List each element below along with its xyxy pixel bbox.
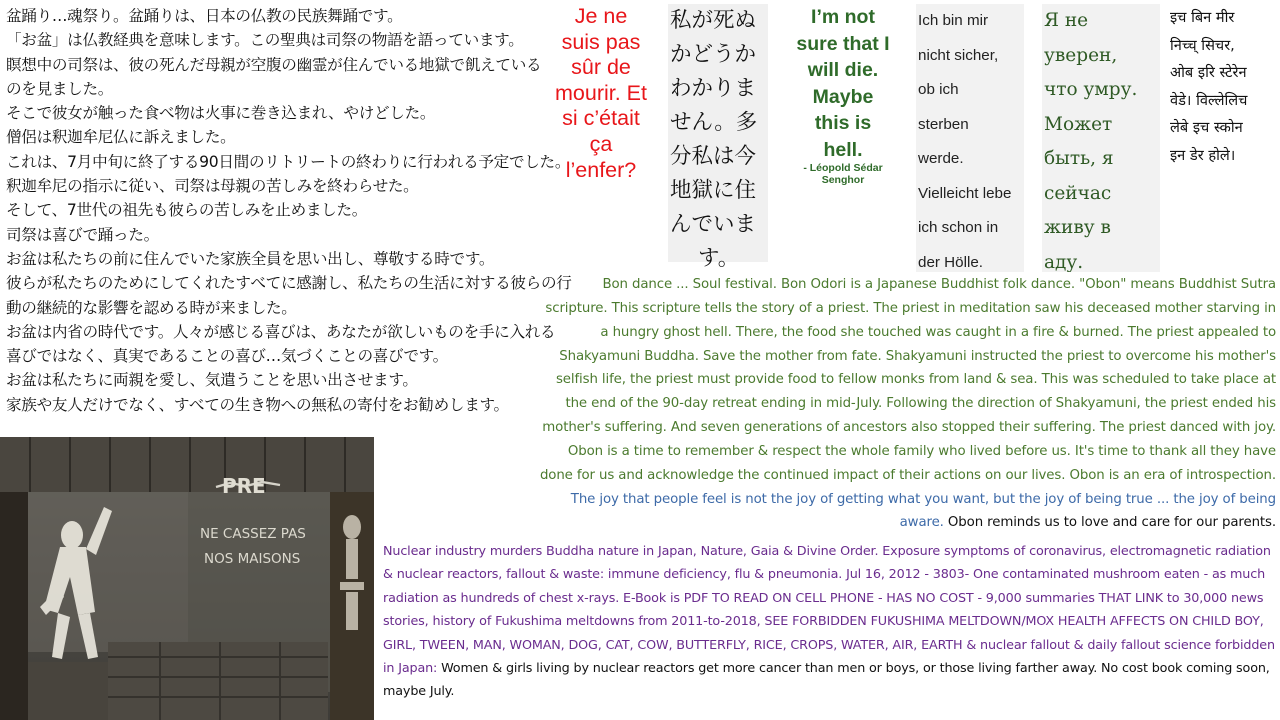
nuclear-purple-text: Nuclear industry murders Buddha nature in Japan, Nature, Gaia & Divine Order. Exposure symptoms of coronavirus, electromagnetic radiation & nuclear reactors, fallout & waste: immune deficiency, flu & pneumonia. Jul 16, 2012 - 3803- One contaminated mushroom eaten - as much radiation as hundreds of chest x-rays. E-Book is PDF TO READ ON CELL PHONE - HAS NO COST - 9,000 summaries THAT LINK to 30,000 news stories, history of Fukushima meltdowns from 2011-to-2018, SEE FORBIDDEN FUKUSHIMA MELTDOWN/MOX HEALTH AFFECTS ON CHILD BOY, GIRL, TWEEN, MAN, WOMAN, DOG, CAT, COW, BUTTERFLY, RICE, CROPS, WATER, AIR, EARTH & nuclear fallout & daily fallout science forbidden in Japan: — [383, 544, 1275, 677]
de-line: Ich bin mir — [918, 12, 989, 29]
de-line: ich schon in — [918, 219, 999, 236]
hi-line: ओब इरि स्टेरेन — [1170, 64, 1247, 81]
jp-line: 動の継続的な影響を認める時が来ました。 — [6, 298, 297, 317]
obon-black-text: Obon reminds us to love and care for our parents. — [947, 515, 1276, 531]
jpq-line: かどうか — [670, 42, 757, 67]
jp-line: 僧侶は釈迦牟尼仏に訴えました。 — [6, 128, 236, 147]
de-line: der Hölle. — [918, 253, 983, 271]
jp-line: お盆は私たちに両親を愛し、気遣うことを思い出させます。 — [6, 371, 418, 390]
jpq-line: す。 — [698, 246, 740, 271]
russian-quote — [1042, 4, 1160, 272]
jp-line: 家族や友人だけでなく、すべての生き物への無私の寄付をお勧めします。 — [6, 395, 509, 414]
ru-line: сейчас — [1044, 182, 1112, 204]
ru-line: уверен, — [1044, 44, 1118, 66]
de-line: ob ich — [918, 81, 959, 98]
japanese-obon-text — [6, 4, 572, 417]
graffiti-tag: PRE — [222, 474, 266, 498]
fr-line: si c’était — [562, 106, 640, 131]
ru-line: Я не — [1044, 10, 1089, 31]
attribution-line: Senghor — [821, 174, 865, 186]
fr-line: Je ne — [574, 4, 628, 28]
hi-line: इच बिन मीर — [1170, 9, 1235, 26]
jp-line: 彼らが私たちのためにしてくれたすべてに感謝し、私たちの生活に対する彼らの行 — [6, 274, 572, 293]
de-line: werde. — [918, 150, 964, 167]
obon-blue-text: The joy that people feel is not the joy of getting what you want, but the joy of being true ... the joy of being aware. — [570, 491, 1276, 531]
jp-line: 瞑想中の司祭は、彼の死んだ母親が空腹の幽霊が住んでいる地獄で飢えている — [6, 55, 542, 74]
obon-green-text: Bon dance ... Soul festival. Bon Odori is a Japanese Buddhist folk dance. "Obon" means Buddhist Sutra scripture. This scripture tells the story of a priest. The priest in meditation saw his deceased mother starving in a hungry ghost hell. There, the food she touched was caught in a fire & burned. The priest appealed to Shakyamuni Buddha. Save the mother from fate. Shakyamuni instructed the priest to overcome his mother's selfish life, the priest must provide food to fellow monks from land & sea. This was scheduled to take place at the end of the 90-day retreat ending in mid-July. Following the direction of Shakyamuni, the priest ended his mother's suffering. And seven generations of ancestors also stopped their suffering. The priest danced with joy. Obon is a time to remember & respect the whole family who lived before us. It's time to thank all they have done for us and acknowledge the continued impact of their actions on our lives. Obon is an era of introspection. — [539, 277, 1276, 483]
en-line: will die. — [807, 59, 879, 81]
german-quote — [916, 4, 1024, 272]
en-line: this is — [814, 112, 872, 134]
jp-line: 喜びではなく、真実であることの喜び…気づくことの喜びです。 — [6, 347, 448, 366]
jpq-line: せん。多 — [670, 110, 758, 135]
hi-line: लेबे इच स्कोन — [1170, 119, 1243, 136]
nuclear-paragraph — [383, 540, 1278, 704]
en-line: Maybe — [812, 85, 874, 108]
fr-line: mourir. Et — [555, 80, 647, 105]
obon-english-paragraph — [538, 273, 1276, 535]
jp-line: 「お盆」は仏教経典を意味します。この聖典は司祭の物語を語っています。 — [6, 31, 524, 50]
graffiti-photo-image — [0, 437, 374, 720]
jp-line: のを見ました。 — [6, 79, 114, 98]
en-line: I’m not — [811, 6, 875, 28]
jpq-line: んでいま — [670, 212, 757, 237]
jp-line: お盆は私たちの前に住んでいた家族全員を思い出し、尊敬する時です。 — [6, 249, 495, 268]
hi-line: इन डेर होले। — [1170, 146, 1236, 164]
jp-line: お盆は内省の時代です。人々が感じる喜びは、あなたが欲しいものを手に入れる — [6, 322, 556, 341]
de-line: Vielleicht lebe — [918, 184, 1012, 202]
ru-line: Может — [1044, 113, 1113, 135]
jp-line: そして、7世代の祖先も彼らの苦しみを止めました。 — [6, 201, 368, 220]
english-quote — [778, 4, 908, 163]
graffiti-line1: NE CASSEZ PAS — [200, 526, 306, 542]
hindi-quote — [1170, 4, 1280, 169]
fr-line: l’enfer? — [565, 157, 637, 182]
ru-line: что умру. — [1044, 79, 1138, 100]
hi-line: वेडे। विल्लेलिच — [1170, 91, 1248, 109]
de-line: nicht sicher, — [918, 46, 999, 64]
jp-line: 司祭は喜びで踊った。 — [6, 225, 159, 244]
ru-line: живу в — [1044, 217, 1111, 238]
quote-attribution — [778, 162, 908, 186]
jpq-line: 私が死ぬ — [670, 8, 757, 33]
jpq-line: 地獄に住 — [670, 178, 757, 203]
jpq-line: わかりま — [670, 76, 757, 101]
jp-line: これは、7月中旬に終了する90日間のリトリートの終わりに行われる予定でした。 — [6, 152, 571, 171]
graffiti-photo — [0, 437, 374, 720]
attribution-line: - Léopold Sédar — [803, 162, 883, 174]
jp-line: そこで彼女が触った食べ物は火事に巻き込まれ、やけどした。 — [6, 104, 436, 123]
japanese-quote — [668, 4, 768, 271]
ru-line: быть, я — [1044, 148, 1114, 169]
ru-line: аду. — [1044, 251, 1084, 272]
jp-line: 盆踊り…魂祭り。盆踊りは、日本の仏教の民族舞踊です。 — [6, 7, 403, 25]
hi-line: निच्च् सिचर, — [1170, 36, 1235, 54]
fr-line: ça — [589, 131, 613, 156]
en-line: sure that I — [796, 32, 890, 55]
french-quote — [536, 4, 666, 183]
jp-line: 釈迦牟尼の指示に従い、司祭は母親の苦しみを終わらせた。 — [6, 177, 419, 196]
fr-line: sûr de — [571, 55, 631, 80]
nuclear-black-text: Women & girls living by nuclear reactors get more cancer than men or boys, or those living farther away. No cost book coming soon, maybe July. — [383, 661, 1270, 700]
fr-line: suis pas — [561, 29, 641, 54]
graffiti-line2: NOS MAISONS — [204, 551, 301, 567]
de-line: sterben — [918, 115, 969, 133]
jpq-line: 分私は今 — [670, 144, 757, 169]
en-line: hell. — [823, 138, 863, 161]
